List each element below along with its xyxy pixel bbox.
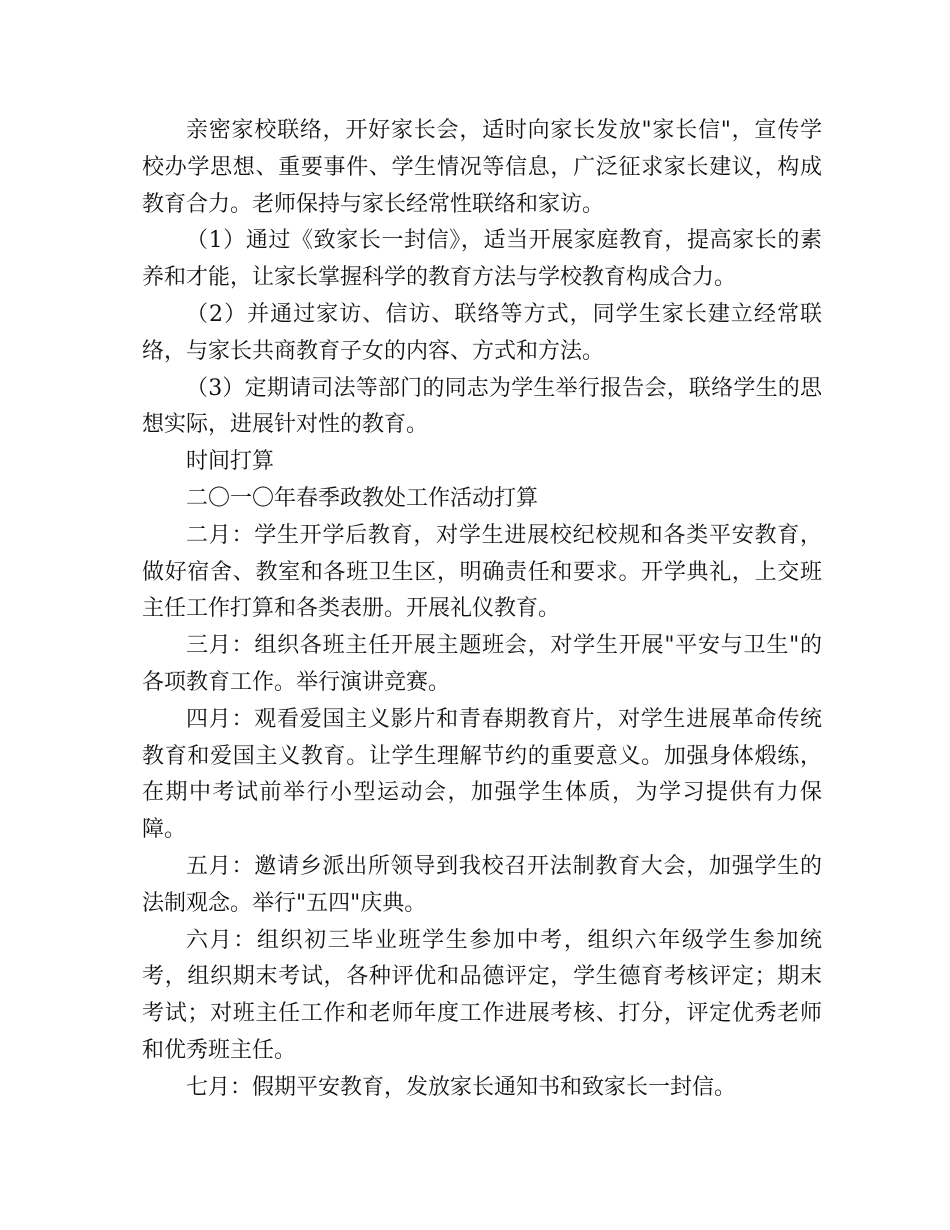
list-item-parent-letter: （1）通过《致家长一封信》，适当开展家庭教育，提高家长的素养和才能，让家长掌握科学的教育方法与学校教育构成合力。 [142, 228, 822, 291]
section-heading-time-plan: 时间打算 [186, 449, 275, 475]
document-body [142, 113, 822, 1107]
paragraph-june: 六月：组织初三毕业班学生参加中考，组织六年级学生参加统考，组织期末考试，各种评优和品德评定，学生德育考核评定；期末考试；对班主任工作和老师年度工作进展考核、打分，评定优秀老师和优秀班主任。 [142, 927, 822, 1063]
list-item-lectures: （3）定期请司法等部门的同志为学生举行报告会，联络学生的思想实际，进展针对性的教育。 [142, 375, 822, 438]
paragraph-july: 七月：假期平安教育，发放家长通知书和致家长一封信。 [186, 1074, 737, 1100]
paragraph-february: 二月：学生开学后教育，对学生进展校纪校规和各类平安教育，做好宿舍、教室和各班卫生区，明确责任和要求。开学典礼，上交班主任工作打算和各类表册。开展礼仪教育。 [142, 522, 822, 622]
paragraph-may: 五月：邀请乡派出所领导到我校召开法制教育大会，加强学生的法制观念。举行"五四"庆典。 [142, 853, 822, 916]
paragraph-home-school-contact: 亲密家校联络，开好家长会，适时向家长发放"家长信"，宣传学校办学思想、重要事件、学生情况等信息，广泛征求家长建议，构成教育合力。老师保持与家长经常性联络和家访。 [142, 118, 822, 217]
section-heading-spring-plan: 二〇一〇年春季政教处工作活动打算 [186, 485, 539, 511]
paragraph-april: 四月：观看爱国主义影片和青春期教育片，对学生进展革命传统教育和爱国主义教育。让学生理解节约的重要意义。加强身体煅练，在期中考试前举行小型运动会，加强学生体质，为学习提供有力保障。 [142, 706, 822, 843]
list-item-home-visits: （2）并通过家访、信访、联络等方式，同学生家长建立经常联络，与家长共商教育子女的内容、方式和方法。 [142, 301, 822, 364]
paragraph-march: 三月：组织各班主任开展主题班会，对学生开展"平安与卫生"的各项教育工作。举行演讲竞赛。 [142, 633, 822, 695]
